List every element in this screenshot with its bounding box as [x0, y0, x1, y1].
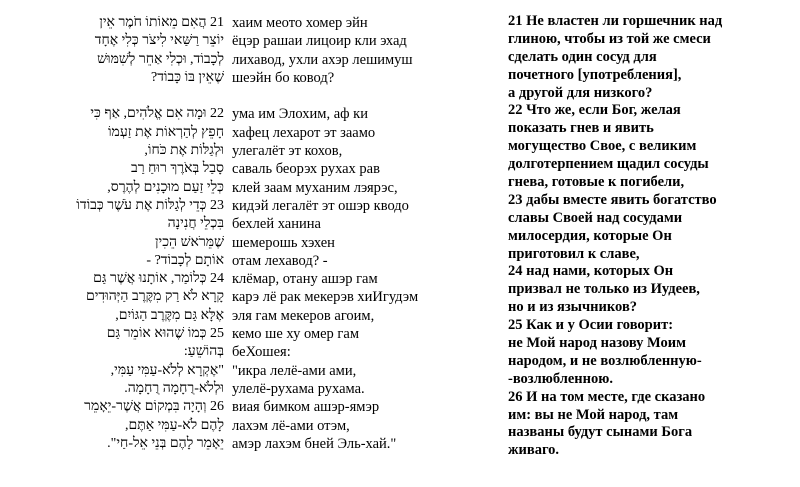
text-line: סָבַל בְּאֹרֶךְ רוּחַ רַב [130, 161, 224, 177]
text-line: а другой для низкого? [508, 84, 653, 101]
text-line: 22 Что же, если Бог, желая [508, 102, 681, 119]
text-line: ума им Элохим, аф ки [232, 106, 368, 123]
text-line: призвал не только из Иудеев, [508, 281, 700, 298]
text-line: шеэйн бо ковод? [232, 69, 335, 86]
text-line: клей заам муханим лэярэс, [232, 179, 398, 196]
text-line: 25 Как и у Осии говорит: [508, 317, 674, 334]
text-line: приготовил к славе, [508, 245, 640, 262]
text-line: саваль беорэх рухах рав [232, 161, 380, 178]
text-line: 26 וְהָיָה בִּמְקוֹם אֲשֶׁר-יֵאָמֵר [84, 399, 224, 415]
text-line [60, 87, 224, 105]
text-line: יֵאָמֵר לָהֶם בְּנֵי אֵל-חַי". [107, 435, 224, 451]
text-line: шемерошь хэхен [232, 234, 335, 251]
text-line: בִּכְלֵי חֲנִינָה [167, 216, 224, 232]
text-line: но и из язычников? [508, 299, 638, 316]
text-line: ёцэр рашаи лицоир кли эхад [232, 33, 407, 50]
text-line: карэ лё рак мекерэв хиИгудэм [232, 289, 419, 306]
text-line: וּלְלֹא-רֻחָמָה רֻחָמָה. [124, 380, 224, 396]
text-line: эля гам мекеров агоим, [232, 307, 375, 324]
text-line: שֶׁאֵין בּוֹ כָּבוֹד? [150, 69, 224, 85]
text-line: долготерпением щадил сосуды [508, 156, 709, 173]
text-line: בְּהוֹשֵׁעַ: [183, 344, 224, 360]
text-line: не Мой народ назову Моим [508, 335, 687, 352]
text-line: 23 כְּדֵי לְגַלּוֹת אֶת עֹשֶׁר כְּבוֹדוֹ [76, 197, 224, 213]
text-line: 21 Не властен ли горшечник над [508, 13, 723, 29]
text-line: лихавод, ухли ахэр лешимуш [232, 51, 413, 68]
text-line: כְּלֵי זַעַם מוּכָנִים לְהֶרֶס, [107, 179, 224, 195]
text-line: хафец лехарот эт заамо [232, 124, 376, 141]
text-line: "אֶקְרָא לְלֹא-עַמִּי עַמִּי, [110, 362, 224, 378]
text-line: отам лехавод? - [232, 252, 328, 269]
text-line: могущество Свое, с великим [508, 138, 697, 155]
text-line: 21 הֲאִם מֵאוֹתוֹ חֹמֶר אֵין [99, 15, 224, 30]
text-line: אֶלָּא גַּם מִקֶּרֶב הַגּוֹיִם, [115, 307, 224, 323]
russian-text-column [508, 13, 800, 460]
text-line: 23 дабы вместе явить богатство [508, 191, 717, 208]
text-line: амэр лахэм бней Эль-хай." [232, 435, 397, 452]
text-line: славы Своей над сосудами [508, 209, 683, 226]
text-line: 24 כְּלוֹמַר, אוֹתָנוּ אֲשֶׁר גַּם [93, 271, 224, 287]
text-line: קָרָא לֹא רַק מִקֶּרֶב הַיְּהוּדִים [85, 289, 224, 305]
text-line: показать гнев и явить [508, 120, 654, 137]
text-line: -возлюбленною. [508, 370, 613, 387]
transliteration-text-column [232, 14, 482, 453]
text-line: виая бимком ашэр-ямэр [232, 399, 380, 416]
text-line: 25 כְּמוֹ שֶׁהוּא אוֹמֵר גַּם [106, 326, 224, 342]
text-line: названы будут сынами Бога [508, 424, 693, 441]
text-line [232, 87, 482, 105]
text-line: кемо ше ху омер гам [232, 326, 359, 343]
text-line: милосердия, которые Он [508, 227, 672, 244]
text-line: кидэй легалёт эт ошэр кводо [232, 197, 409, 214]
text-line: 26 И на том месте, где сказано [508, 388, 706, 405]
text-line: бехлей ханина [232, 216, 321, 233]
text-line: народом, и не возлюбленную- [508, 352, 702, 369]
text-line: חָפֵץ לְהַרְאוֹת אֶת זַעְמוֹ [107, 124, 224, 140]
text-line: שֶׁמֵּרֹאשׁ הֵכִין [154, 234, 224, 250]
text-line: хаим меото хомер эйн [232, 15, 368, 31]
text-line: гнева, готовые к погибели, [508, 174, 685, 191]
text-line: לְכָבוֹד, וּכְלִי אַחֵר לְשִׁמּוּשׁ [97, 51, 224, 67]
text-line: клёмар, отану ашэр гам [232, 271, 378, 288]
text-line: улелё-рухама рухама. [232, 380, 365, 397]
text-line: אוֹתָם לְכָבוֹד? - [146, 252, 224, 268]
text-line: 24 над нами, которых Он [508, 263, 674, 280]
text-line: יוֹצֵר רַשַּׁאי לִיצֹר כְּלִי אֶחָד [94, 33, 224, 49]
text-line: וּלְגַלּוֹת אֶת כֹּחוֹ, [144, 143, 224, 159]
text-line: живаго. [508, 442, 560, 459]
text-line: беХошея: [232, 344, 291, 361]
text-line: лахэм лё-ами отэм, [232, 417, 350, 434]
text-line: "икра лелё-ами ами, [232, 362, 357, 379]
text-line: לָהֶם לֹא-עַמִּי אַתֶּם, [124, 417, 224, 433]
text-line: 22 וּמָה אִם אֱלֹהִים, אַף כִּי [90, 106, 224, 122]
text-line: глиною, чтобы из той же смеси [508, 30, 711, 47]
text-line: сделать один сосуд для [508, 48, 657, 65]
text-line: улегалёт эт кохов, [232, 143, 343, 160]
text-line: им: вы не Мой народ, там [508, 406, 679, 423]
hebrew-text-column [60, 14, 224, 453]
text-line: почетного [употребления], [508, 66, 682, 83]
